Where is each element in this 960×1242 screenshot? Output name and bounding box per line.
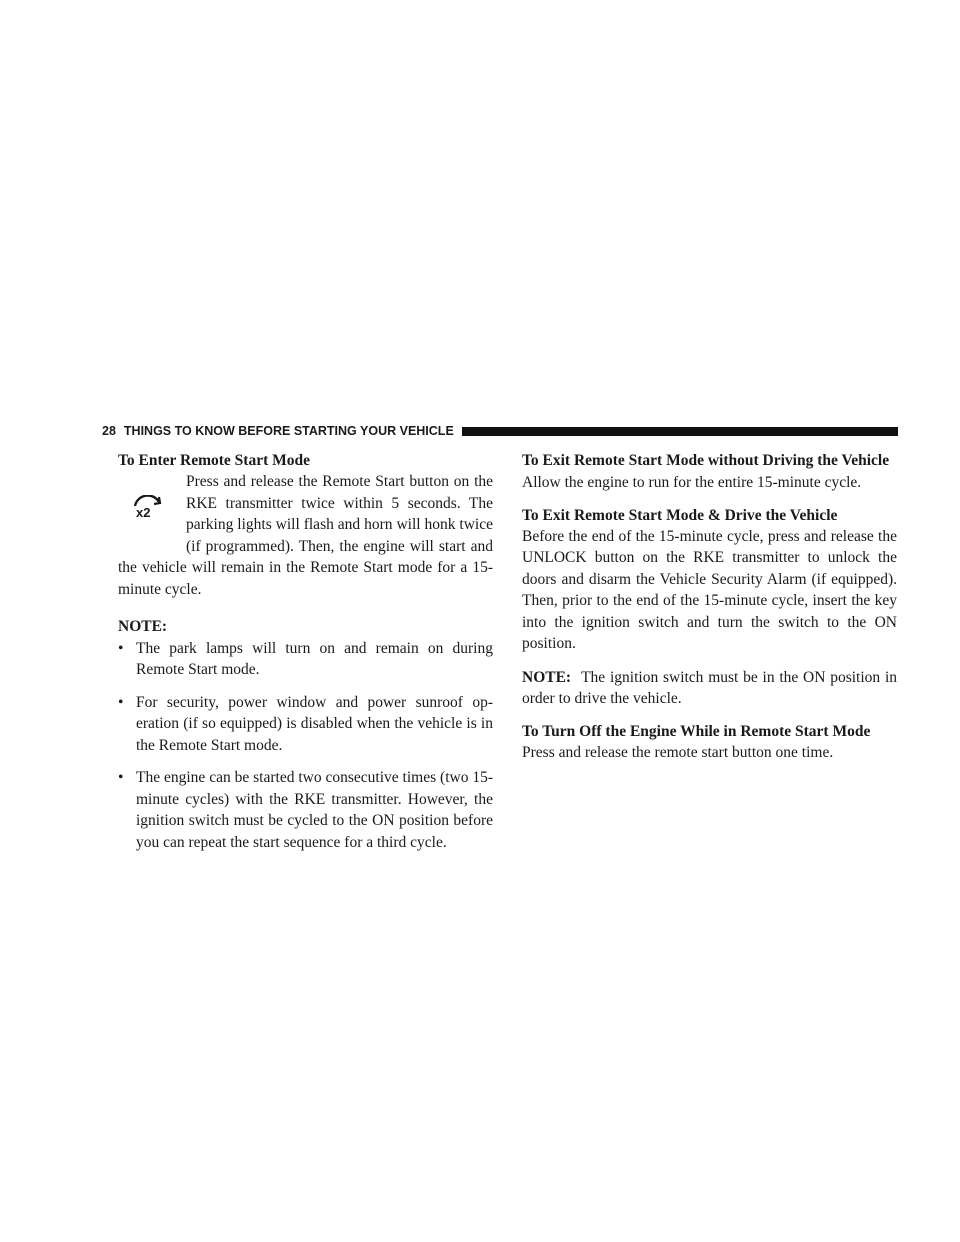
- enter-remote-start-heading: To Enter Remote Start Mode: [118, 452, 310, 469]
- note-block: [118, 616, 493, 853]
- exit-and-drive-text: Before the end of the 15-minute cycle, press and release the UNLOCK button on the RKE transmitter to unlock the doors and disarm the Vehicle Security Alarm (if equipped). Then, prior to the end of the 15-minute cycle, insert the key into the ignition switch and turn the switch to the ON position.: [522, 527, 897, 652]
- exit-without-driving-text: Allow the engine to run for the entire 15-minute cycle.: [522, 474, 862, 491]
- section-title: THINGS TO KNOW BEFORE STARTING YOUR VEHICLE: [123, 424, 454, 438]
- drive-note-text: The ignition switch must be in the ON position in order to drive the vehicle.: [522, 668, 897, 707]
- header-rule: [462, 427, 898, 436]
- list-item: • The engine can be started two consecutive times (two 15-minute cycles) with the RKE transmitter. However, the ignition switch must be cycled to the ON position before you can repeat the start sequence for a third cycle.: [118, 769, 493, 851]
- turn-off-engine-text: Press and release the remote start button one time.: [522, 743, 834, 761]
- exit-without-driving-heading: To Exit Remote Start Mode without Driving the Vehicle: [522, 452, 890, 469]
- remote-start-x2-icon: [118, 471, 178, 553]
- page-header: [102, 423, 898, 439]
- right-column: [522, 451, 897, 763]
- list-item: • For security, power window and power sunroof op-eration (if so equipped) is disabled when the vehicle is in the Remote Start mode.: [118, 693, 493, 754]
- page-number: 28: [102, 424, 116, 438]
- note-label: NOTE:: [118, 618, 168, 635]
- note-label: NOTE:: [522, 668, 572, 686]
- note-bullets: [118, 638, 493, 854]
- left-column: [118, 451, 493, 853]
- turn-off-engine-heading: To Turn Off the Engine While in Remote Start Mode: [522, 722, 871, 740]
- enter-remote-start-text: Press and release the Remote Start button on the RKE transmitter twice within 5 seconds. The parking lights will flash and horn will honk twice (if programmed). Then, the engine will start and the vehicle will remain in the Remote Start mode for a 15-minute cycle.: [118, 473, 493, 598]
- list-item: • The park lamps will turn on and remain on during Remote Start mode.: [118, 639, 493, 678]
- icon-label: x2: [136, 505, 151, 519]
- exit-and-drive-heading: To Exit Remote Start Mode & Drive the Vehicle: [522, 506, 838, 524]
- enter-remote-start-section: [118, 471, 493, 600]
- drive-note: [522, 667, 897, 710]
